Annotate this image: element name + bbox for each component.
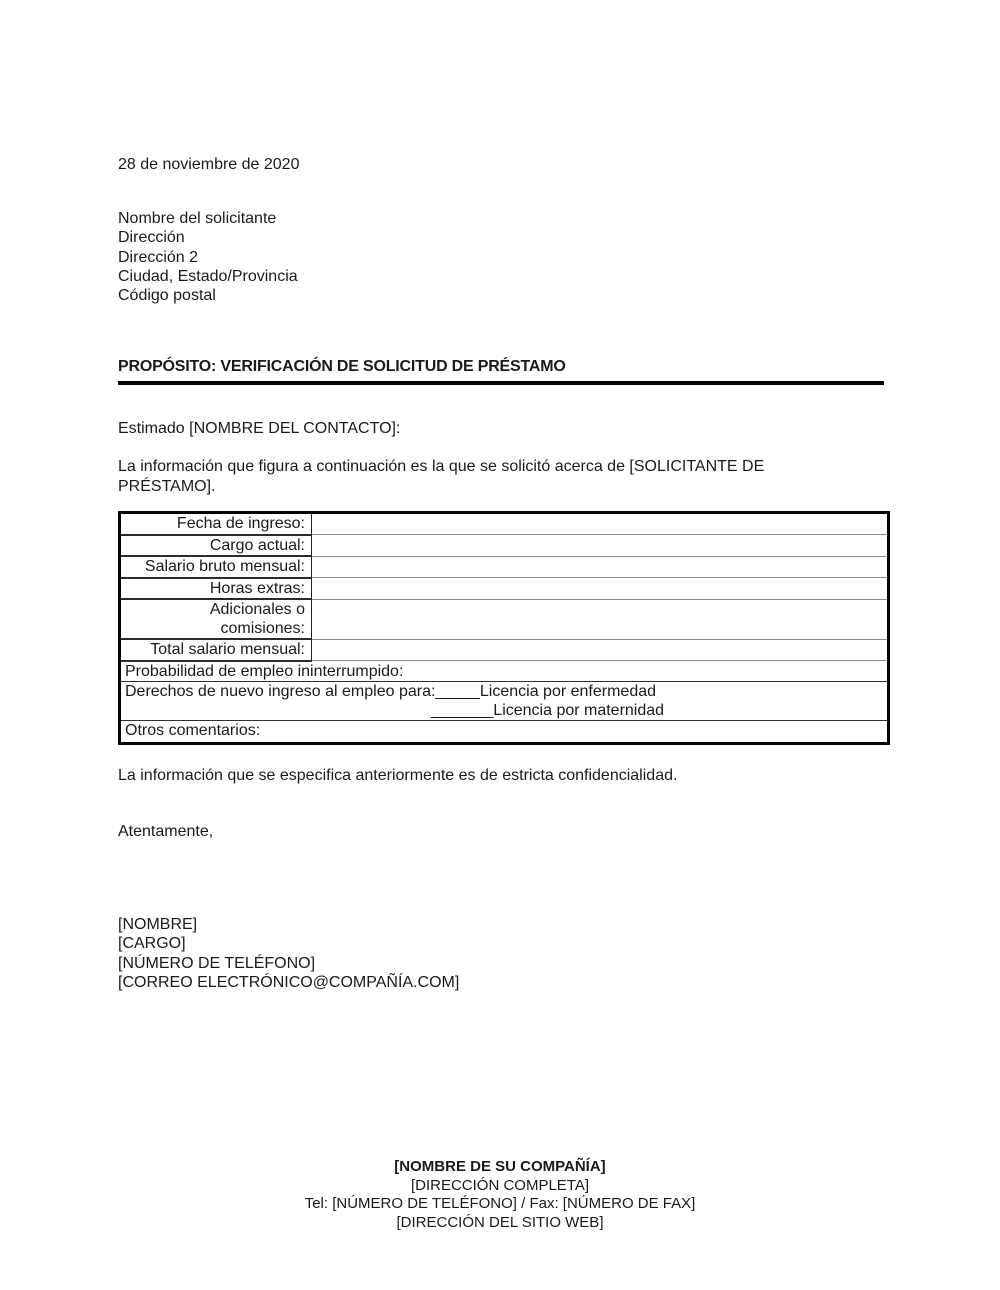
table-cell-value xyxy=(312,599,889,639)
closing: Atentamente, xyxy=(118,823,214,840)
recipient-address-1: Dirección xyxy=(118,229,185,247)
subject-heading: PROPÓSITO: VERIFICACIÓN DE SOLICITUD DE PRÉSTAMO xyxy=(118,356,884,385)
recipient-city-state: Ciudad, Estado/Provincia xyxy=(118,267,298,285)
letter-date: 28 de noviembre de 2020 xyxy=(118,156,300,173)
table-row-reentry xyxy=(120,682,889,721)
table-row-probability xyxy=(120,661,889,682)
company-footer xyxy=(0,1158,1000,1232)
reentry-maternity-leave-line: _______Licencia por maternidad xyxy=(431,701,665,719)
table-cell-value xyxy=(312,513,889,535)
signature-title: [CARGO] xyxy=(118,935,186,953)
table-cell-label: Total salario mensual: xyxy=(120,639,312,661)
reentry-sick-leave-line: Derechos de nuevo ingreso al empleo para:_____Licencia por enfermedad xyxy=(125,683,657,700)
table-cell-value xyxy=(312,535,889,557)
table-cell-label: Adicionales o comisiones: xyxy=(120,599,312,639)
signature-email: [CORREO ELECTRÓNICO@COMPAÑÍA.COM] xyxy=(118,973,460,991)
table-row xyxy=(120,599,889,639)
footer-company-address: [DIRECCIÓN COMPLETA] xyxy=(410,1176,590,1194)
recipient-address-block xyxy=(118,209,298,305)
table-row xyxy=(120,578,889,600)
table-row xyxy=(120,556,889,578)
table-cell-label: Cargo actual: xyxy=(120,535,312,557)
table-row-comments xyxy=(120,721,889,744)
footer-website: [DIRECCIÓN DEL SITIO WEB] xyxy=(396,1213,604,1231)
verification-table xyxy=(118,511,890,745)
recipient-postal-code: Código postal xyxy=(118,287,216,305)
table-cell-comments: Otros comentarios: xyxy=(125,722,261,739)
table-cell-label: Salario bruto mensual: xyxy=(120,556,312,578)
table-cell-value xyxy=(312,556,889,578)
table-row xyxy=(120,513,889,535)
signature-block xyxy=(118,915,459,992)
table-cell-reentry xyxy=(120,682,889,721)
footer-phone-fax: Tel: [NÚMERO DE TELÉFONO] / Fax: [NÚMERO DE FAX] xyxy=(304,1195,696,1213)
table-cell-value xyxy=(312,578,889,600)
table-cell-label: Fecha de ingreso: xyxy=(120,513,312,535)
table-cell-label: Horas extras: xyxy=(120,578,312,600)
intro-paragraph: La información que figura a continuación es la que se solicitó acerca de [SOLICITANTE DE PRÉSTAMO]. xyxy=(118,458,765,495)
recipient-name: Nombre del solicitante xyxy=(118,210,277,227)
table-row xyxy=(120,535,889,557)
footer-company-name: [NOMBRE DE SU COMPAÑÍA] xyxy=(394,1158,606,1175)
table-row xyxy=(120,639,889,661)
recipient-address-2: Dirección 2 xyxy=(118,248,199,266)
table-cell-probability: Probabilidad de empleo ininterrumpido: xyxy=(120,661,889,682)
confidentiality-note: La información que se especifica anteriormente es de estricta confidencialidad. xyxy=(118,767,678,784)
signature-name: [NOMBRE] xyxy=(118,916,198,933)
table-cell-value xyxy=(312,639,889,661)
salutation: Estimado [NOMBRE DEL CONTACTO]: xyxy=(118,420,401,437)
signature-phone: [NÚMERO DE TELÉFONO] xyxy=(118,954,316,972)
